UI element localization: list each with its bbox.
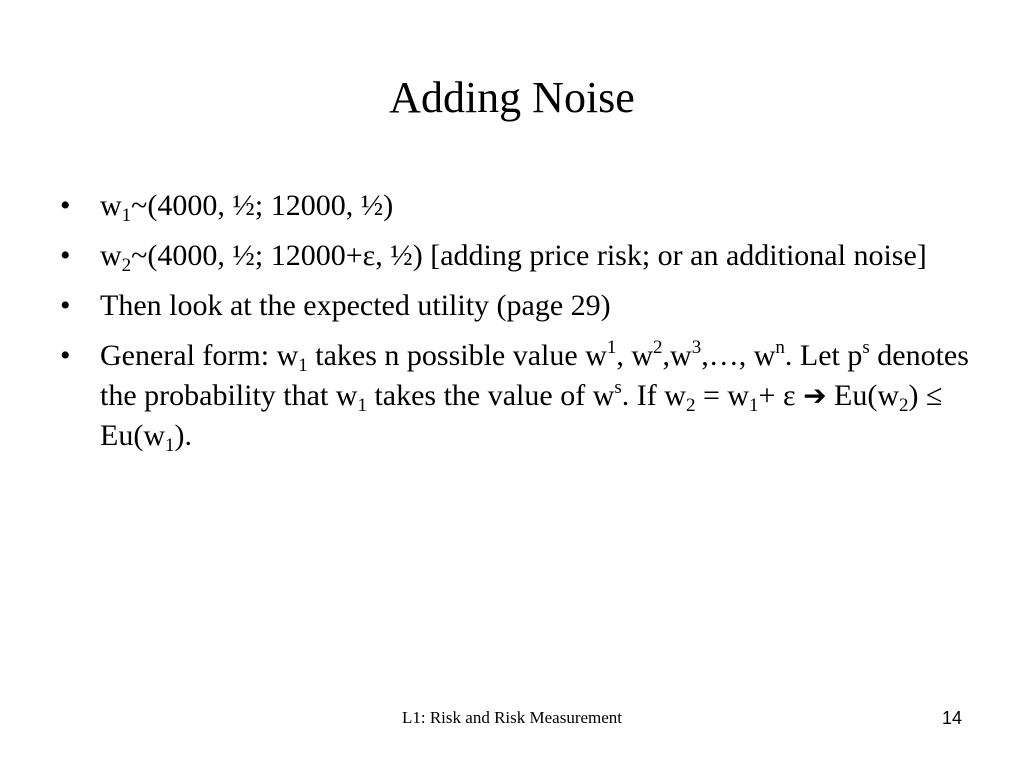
bullet-item: • $w_1\sim(4000$, ½; 12000, ½)	[60, 186, 970, 226]
bullet-item: • Then look at the expected utility (page 29)	[60, 286, 970, 326]
bullet-item: • General form: $w_1$ takes n possible value $w^1$, $w^2,w^3,\dots$, $w^n$. Let $p^s$ denotes the probability that $w_1$ takes the value of $w^s$. If $w_2 = w_1+ \varepsilon$ ➔ $Eu(w_2) \le Eu(w_1)$.	[60, 337, 969, 456]
slide-footer: L1: Risk and Risk Measurement	[401, 708, 623, 727]
page-number: 14	[941, 708, 962, 728]
bullet-icon: •	[60, 339, 71, 372]
bullet-icon: •	[60, 289, 71, 322]
slide-title: Adding Noise	[389, 73, 635, 122]
bullet-item: • $w_2\sim(4000$, ½; 12000+ε, ½) [adding price risk; or an additional noise]	[60, 236, 970, 276]
bullet-list	[60, 186, 970, 466]
bullet-icon: •	[60, 239, 71, 272]
arrow-right-icon: ➔	[803, 379, 827, 412]
bullet-icon: •	[60, 189, 71, 222]
